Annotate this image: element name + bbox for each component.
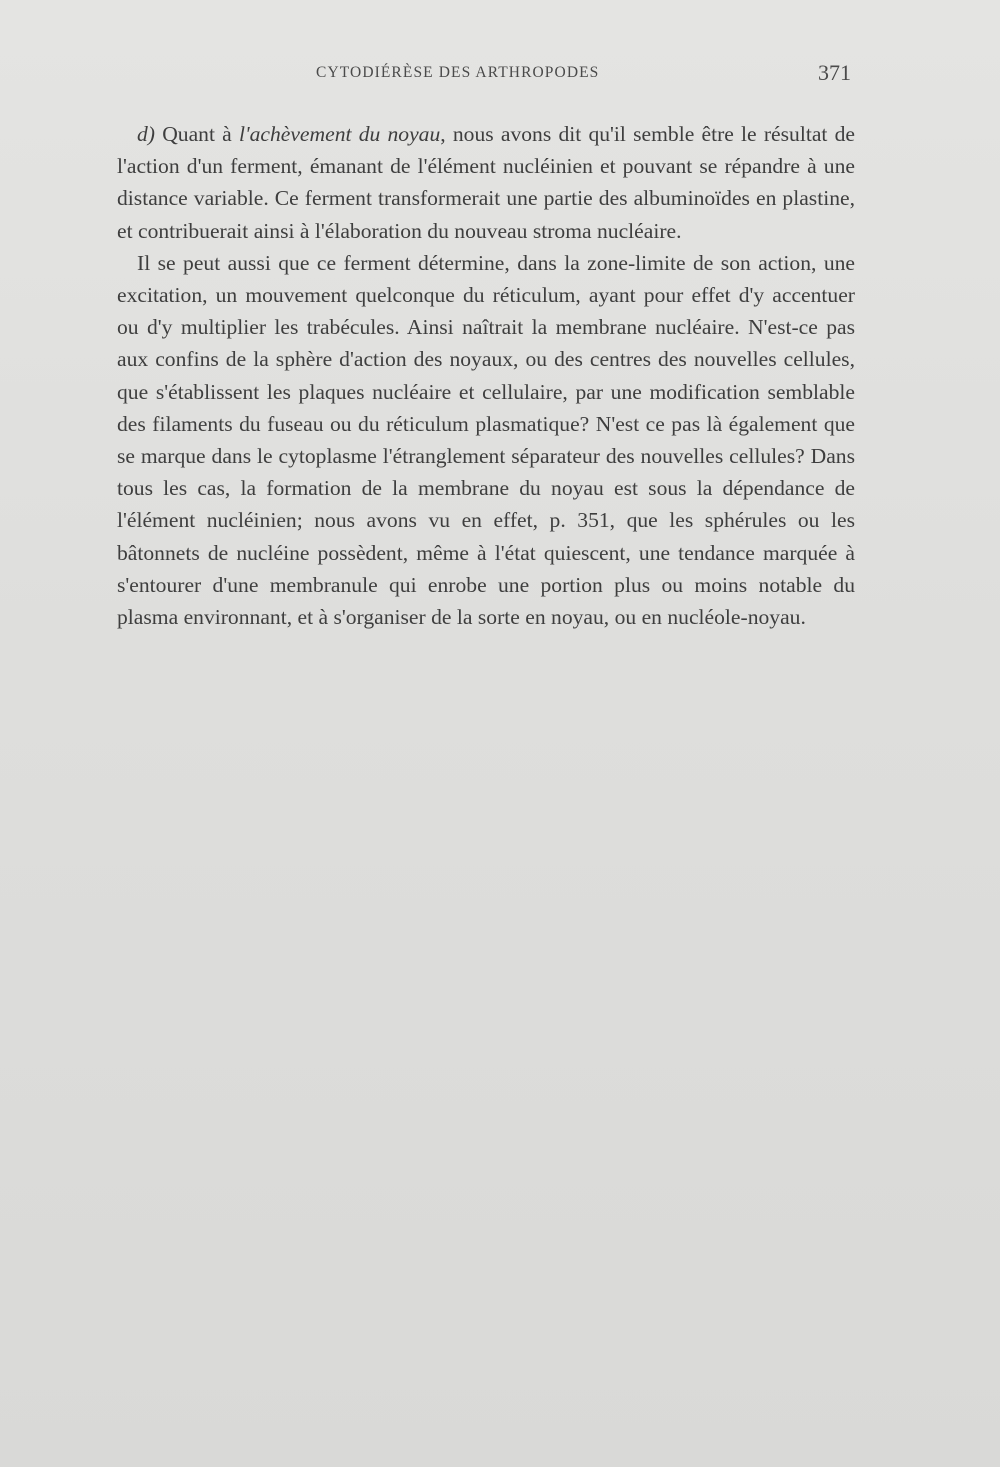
section-marker: d) (137, 122, 155, 146)
paragraph-1-post: , nous avons dit qu'il semble être le résultat de l'action d'un ferment, émanant de l'élément nucléinien et pouvant se répandre à une distance variable. Ce ferment transformerait une partie des albuminoïdes en plastine, et contribuerait ainsi à l'élaboration du nouveau stroma nucléaire. (117, 122, 855, 243)
paragraph-1-pre: Quant à (155, 122, 239, 146)
paragraph-1-emphasis: l'achèvement du noyau (238, 122, 441, 146)
running-title: CYTODIÉRÈSE DES ARTHROPODES (316, 64, 600, 81)
page-number: 371 (818, 60, 851, 85)
paragraph-1 (117, 118, 855, 247)
body-text (117, 118, 855, 633)
paragraph-2: Il se peut aussi que ce ferment détermine, dans la zone-limite de son action, une excitation, un mouvement quelconque du réticulum, ayant pour effet d'y accentuer ou d'y multiplier les trabécules. Ainsi naîtrait la membrane nucléaire. N'est-ce pas aux confins de la sphère d'action des noyaux, ou des centres des nouvelles cellules, que s'établissent les plaques nucléaire et cellulaire, par une modification semblable des filaments du fuseau ou du réticulum plasmatique? N'est ce pas là également que se marque dans le cytoplasme l'étranglement séparateur des nouvelles cellules? Dans tous les cas, la formation de la membrane du noyau est sous la dépendance de l'élément nucléinien; nous avons vu en effet, p. 351, que les sphérules ou les bâtonnets de nucléine possèdent, même à l'état quiescent, une tendance marquée à s'entourer d'une membranule qui enrobe une portion plus ou moins notable du plasma environnant, et à s'organiser de la sorte en noyau, ou en nucléole-noyau. (117, 250, 855, 630)
running-head (0, 60, 1000, 94)
